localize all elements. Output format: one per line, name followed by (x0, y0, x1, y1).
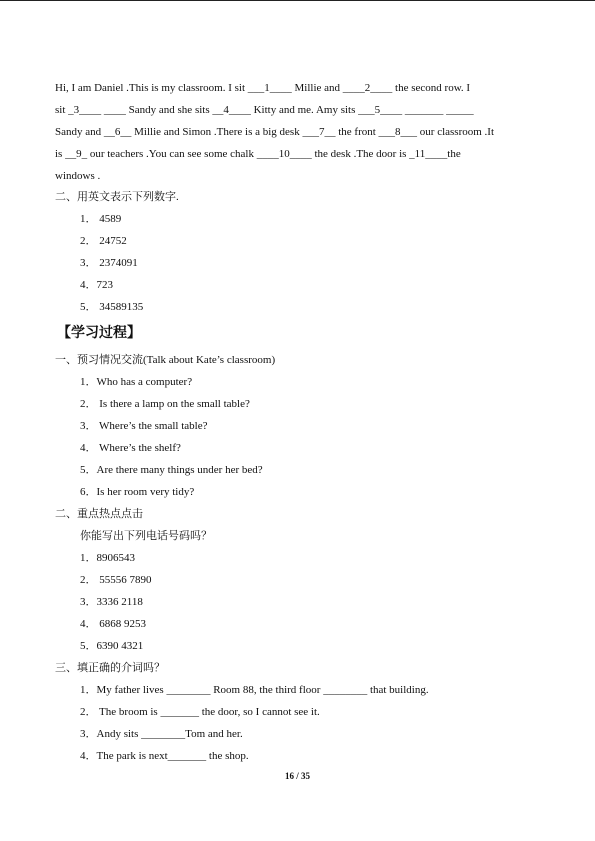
phone-item: 5．6390 4321 (80, 640, 144, 652)
section-title-preview: 一、预习情况交流(Talk about Kate’s classroom) (55, 354, 276, 366)
question-item: 1．Who has a computer? (80, 376, 193, 388)
phone-item: 2． 55556 7890 (80, 574, 152, 586)
section-title-numbers: 二、用英文表示下列数字. (55, 191, 179, 203)
fill-item: 4．The park is next_______ the shop. (80, 750, 249, 762)
fill-item: 1．My father lives ________ Room 88, the third floor ________ that building. (80, 684, 429, 696)
question-item: 5．Are there many things under her bed? (80, 464, 263, 476)
phone-item: 3．3336 2118 (80, 596, 143, 608)
page-number: 16 / 35 (284, 771, 310, 781)
list-item: 2． 24752 (80, 235, 127, 247)
list-item: 4．723 (80, 279, 113, 291)
list-item: 5． 34589135 (80, 301, 144, 313)
fill-item: 2． The broom is _______ the door, so I cannot see it. (80, 706, 320, 718)
list-item: 1． 4589 (80, 213, 122, 225)
cloze-passage (55, 77, 542, 187)
top-rule (0, 0, 595, 1)
phone-item: 1．8906543 (80, 552, 135, 564)
question-item: 2． Is there a lamp on the small table? (80, 398, 250, 410)
passage-line: is __9_ our teachers .You can see some chalk ____10____ the desk .The door is _11____the (55, 148, 461, 160)
section-title-prepositions: 三、填正确的介词吗？ (55, 662, 165, 674)
passage-line: windows . (55, 170, 101, 182)
phone-item: 4． 6868 9253 (80, 618, 146, 630)
passage-line: Hi, I am Daniel .This is my classroom. I sit ___1____ Millie and ____2____ the second row. I (55, 82, 471, 94)
passage-line: Sandy and __6__ Millie and Simon .There is a big desk ___7__ the front ___8___ our classroom .It (55, 126, 495, 138)
list-item: 3． 2374091 (80, 257, 138, 269)
section-title-keypoints: 二、重点热点点击 (55, 508, 143, 520)
section-subtitle: 你能写出下列电话号码吗？ (80, 530, 212, 542)
question-item: 4． Where’s the shelf? (80, 442, 181, 454)
passage-line: sit _3____ ____ Sandy and she sits __4____ Kitty and me. Amy sits ___5____ _______ _____ (55, 104, 474, 116)
fill-item: 3．Andy sits ________Tom and her. (80, 728, 243, 740)
question-item: 6．Is her room very tidy? (80, 486, 195, 498)
learning-process-heading: 【学习过程】 (57, 325, 141, 341)
question-item: 3． Where’s the small table? (80, 420, 208, 432)
